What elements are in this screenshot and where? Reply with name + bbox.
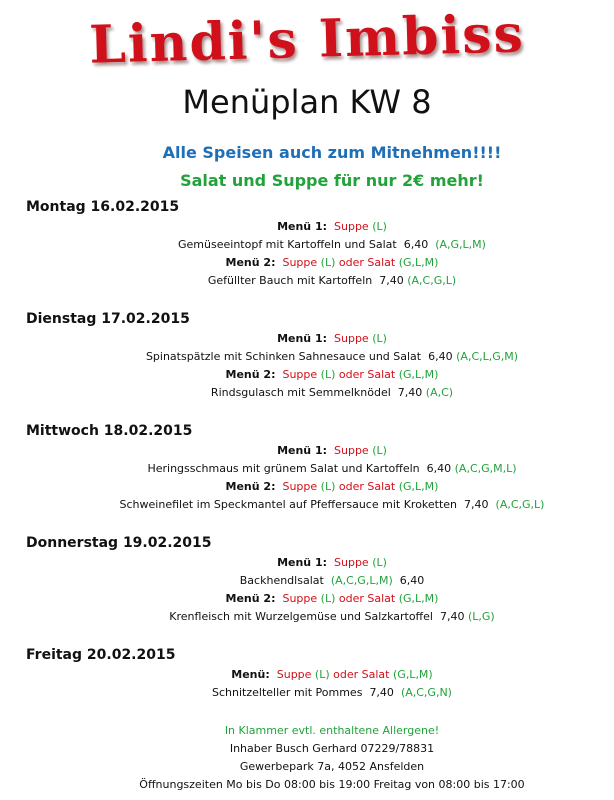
side-allergens: (G,L,M)	[393, 668, 433, 681]
menu1-header	[0, 442, 614, 459]
menu-label: Menü 2:	[225, 592, 276, 605]
day-heading-wednesday: Mittwoch 18.02.2015	[26, 423, 193, 439]
menu-label: Menü 2:	[225, 480, 276, 493]
dish-price: 6,40	[428, 350, 453, 363]
side-allergens: (L)	[372, 220, 387, 233]
dish-allergens: (A,C)	[425, 386, 454, 399]
dish-allergens: (A,C,G,L)	[407, 274, 457, 287]
side-or: oder	[338, 480, 364, 493]
menu2-header	[0, 254, 614, 271]
day-heading-tuesday: Dienstag 17.02.2015	[26, 311, 190, 327]
dish-allergens: (A,C,G,L,M)	[330, 574, 393, 587]
menu2-header	[0, 590, 614, 607]
side-allergens: (L)	[314, 668, 330, 681]
side-or: oder	[338, 368, 364, 381]
menu-label: Menü 1:	[277, 444, 328, 457]
menu2-dish-line	[0, 496, 614, 513]
menu-label: Menü 1:	[277, 220, 328, 233]
dish-price: 7,40	[397, 386, 423, 399]
owner-info: Inhaber Busch Gerhard 07229/78831	[229, 742, 435, 755]
menu2-dish-line	[0, 384, 614, 401]
allergen-note	[0, 722, 614, 739]
dish-price: 6,40	[403, 238, 429, 251]
side-allergens: (L)	[320, 480, 336, 493]
day-heading-thursday: Donnerstag 19.02.2015	[26, 535, 212, 551]
side-allergens: (L)	[372, 332, 387, 345]
side-soup: Suppe	[282, 480, 318, 493]
side-or: oder	[338, 592, 364, 605]
takeaway-notice: Alle Speisen auch zum Mitnehmen!!!!	[162, 143, 502, 162]
side-allergens: (L)	[320, 256, 336, 269]
dish-price: 7,40	[439, 610, 465, 623]
side-soup: Suppe	[282, 256, 318, 269]
side-soup: Suppe	[282, 592, 318, 605]
dish-allergens: (A,C,G,L)	[495, 498, 545, 511]
dish-name: Gefüllter Bauch mit Kartoffeln	[207, 274, 373, 287]
menu1-dish-line	[0, 460, 614, 477]
side-salad: Salat	[361, 668, 390, 681]
dish-name: Rindsgulasch mit Semmelknödel	[210, 386, 391, 399]
menu1-dish-line	[0, 236, 614, 253]
menu1-header	[0, 554, 614, 571]
menu1-dish-line	[0, 572, 614, 589]
side-soup: Suppe	[282, 368, 318, 381]
side-allergens: (L)	[372, 556, 387, 569]
side-allergens: (G,L,M)	[398, 368, 439, 381]
allergen-note-text: In Klammer evtl. enthaltene Allergene!	[224, 724, 440, 737]
dish-price: 7,40	[379, 274, 404, 287]
side-offer-notice: Salat und Suppe für nur 2€ mehr!	[180, 171, 484, 190]
dish-allergens: (A,C,L,G,M)	[456, 350, 519, 363]
side-or: oder	[338, 256, 364, 269]
day-heading-monday: Montag 16.02.2015	[26, 199, 180, 215]
dish-price: 6,40	[399, 574, 425, 587]
dish-name: Schweinefilet im Speckmantel auf Pfeffersauce mit Kroketten	[119, 498, 458, 511]
side-salad: Salat	[367, 368, 396, 381]
dish-price: 7,40	[369, 686, 394, 699]
side-allergens: (L)	[320, 592, 336, 605]
side-or: oder	[333, 668, 359, 681]
dish-price: 6,40	[426, 462, 452, 475]
address: Gewerbepark 7a, 4052 Ansfelden	[239, 760, 425, 773]
menu1-header	[0, 330, 614, 347]
menu-label: Menü 2:	[225, 256, 276, 269]
dish-allergens: (L,G)	[467, 610, 495, 623]
dish-name: Schnitzelteller mit Pommes	[212, 686, 363, 699]
side-soup: Suppe	[276, 668, 312, 681]
dish-name: Heringsschmaus mit grünem Salat und Kartoffeln	[147, 462, 420, 475]
dish-allergens: (A,G,L,M)	[435, 238, 486, 251]
menu-label: Menü:	[231, 668, 270, 681]
side-salad: Salat	[367, 256, 396, 269]
side-allergens: (L)	[372, 444, 387, 457]
side-salad: Salat	[367, 480, 396, 493]
day-heading-friday: Freitag 20.02.2015	[26, 647, 176, 663]
menu2-dish-line	[0, 272, 614, 289]
dish-allergens: (A,C,G,M,L)	[454, 462, 517, 475]
side-soup: Suppe	[334, 220, 369, 233]
menu1-dish-line	[0, 348, 614, 365]
menu2-header	[0, 478, 614, 495]
side-soup: Suppe	[334, 332, 369, 345]
side-allergens: (L)	[320, 368, 336, 381]
menu-label: Menü 1:	[277, 556, 328, 569]
side-soup: Suppe	[334, 444, 369, 457]
dish-name: Gemüseeintopf mit Kartoffeln und Salat	[178, 238, 397, 251]
dish-name: Krenfleisch mit Wurzelgemüse und Salzkartoffel	[169, 610, 433, 623]
menu-label: Menü 1:	[277, 332, 328, 345]
menu-dish-line	[0, 684, 614, 701]
dish-price: 7,40	[464, 498, 489, 511]
dish-allergens: (A,C,G,N)	[400, 686, 452, 699]
side-allergens: (G,L,M)	[398, 256, 439, 269]
side-soup: Suppe	[334, 556, 369, 569]
dish-name: Spinatspätzle mit Schinken Sahnesauce und Salat	[145, 350, 422, 363]
side-allergens: (G,L,M)	[398, 592, 439, 605]
side-allergens: (G,L,M)	[398, 480, 439, 493]
side-salad: Salat	[367, 592, 396, 605]
opening-hours: Öffnungszeiten Mo bis Do 08:00 bis 19:00 Freitag von 08:00 bis 17:00	[139, 778, 525, 791]
menu-label: Menü 2:	[225, 368, 276, 381]
dish-name: Backhendlsalat	[239, 574, 324, 587]
menu-header	[0, 666, 614, 683]
menu2-header	[0, 366, 614, 383]
restaurant-logo: Lindi's Imbiss	[88, 3, 526, 76]
page-title: Menüplan KW 8	[182, 83, 432, 121]
menu2-dish-line	[0, 608, 614, 625]
menu1-header	[0, 218, 614, 235]
